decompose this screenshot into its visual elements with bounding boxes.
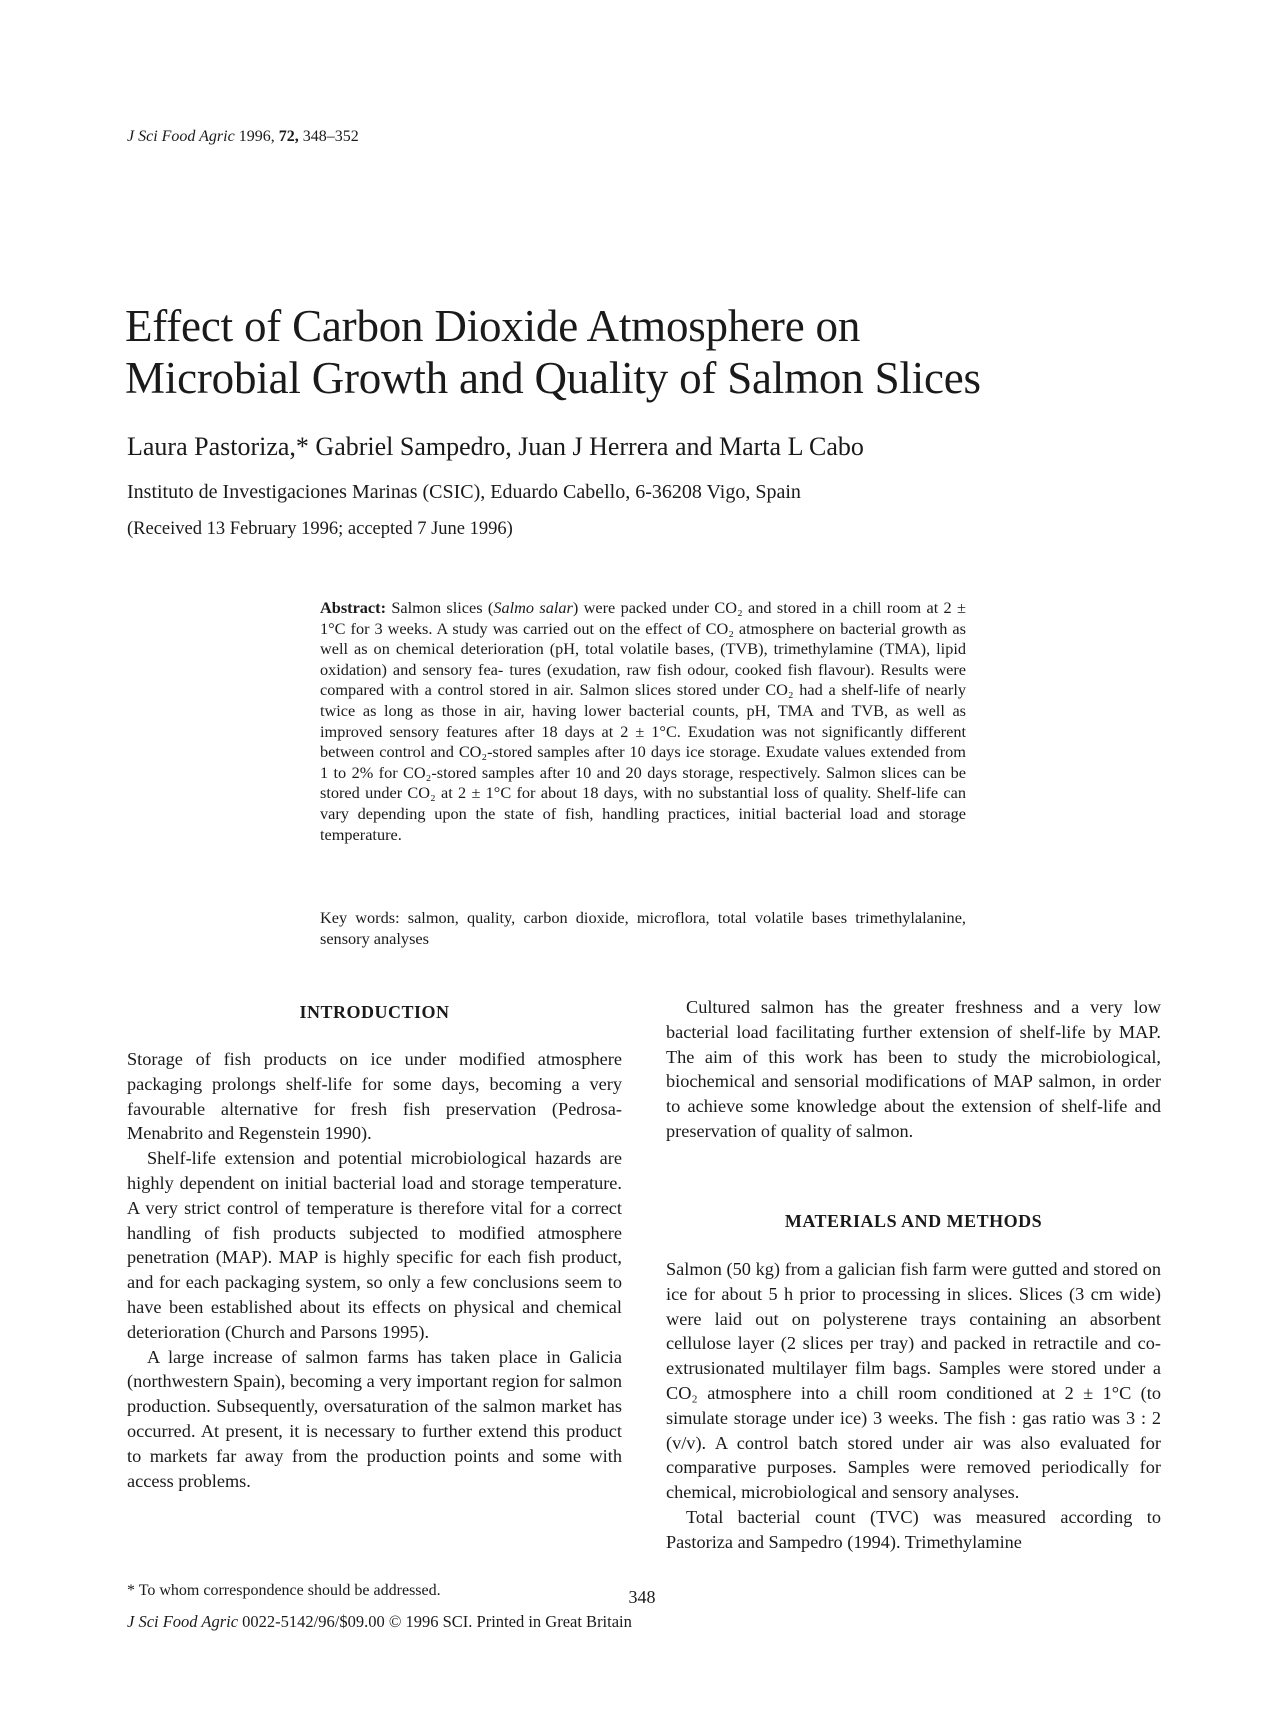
affiliation: Instituto de Investigaciones Marinas (CSIC), Eduardo Cabello, 6-36208 Vigo, Spain bbox=[127, 481, 801, 503]
running-head-pages: 348–352 bbox=[302, 128, 359, 145]
abstract-line: Salmon slices (Salmo salar) were packed under CO₂ and stored in a bbox=[391, 598, 848, 617]
abstract-line: TVB, as well as improved sensory features after 18 days at 2 ± 1°C. Exudation bbox=[320, 700, 967, 741]
running-head-journal: J Sci Food Agric bbox=[127, 128, 235, 145]
running-head-volume: 72, bbox=[278, 128, 299, 145]
received-dates: (Received 13 February 1996; accepted 7 June 1996) bbox=[127, 519, 513, 539]
footer-text: 0022-5142/96/$09.00 © 1996 SCI. Printed in Great Britain bbox=[242, 1612, 632, 1631]
authors: Laura Pastoriza,* Gabriel Sampedro, Juan J Herrera and Marta L Cabo bbox=[127, 432, 864, 461]
methods-heading: MATERIALS AND METHODS bbox=[784, 1211, 1043, 1231]
title-line-2: Microbial Growth and Quality of Salmon Slices bbox=[125, 353, 981, 403]
right-column-methods bbox=[666, 1257, 1161, 1555]
abstract-line: vary depending upon the state of fish, handling practices, initial bacterial load bbox=[320, 803, 879, 823]
abstract-line: at 2 ± 1°C for about 18 days, with no substantial loss of quality. Shelf-life can bbox=[441, 783, 966, 803]
abstract-line: after 10 and 20 days storage, respectively. Salmon slices can be stored under CO₂ bbox=[320, 762, 966, 803]
abstract-line: volatile bases, (TVB), trimethylamine (TMA), lipid oxidation) and sensory fea- bbox=[320, 639, 967, 679]
abstract-line: tures (exudation, raw fish odour, cooked fish flavour). Results were compared bbox=[320, 659, 967, 700]
footer-journal: J Sci Food Agric bbox=[127, 1612, 239, 1631]
right-column-top bbox=[666, 995, 1161, 1144]
footnote: * To whom correspondence should be addressed. bbox=[127, 1582, 441, 1599]
abstract-line: days ice storage. Exudate values extended from 1 to 2% for CO₂-stored samples bbox=[320, 742, 966, 782]
abstract-line: with a control stored in air. Salmon slices stored under CO₂ had a shelf-life of bbox=[389, 680, 920, 700]
page-footer bbox=[127, 1612, 632, 1632]
intro-paragraph: Storage of fish products on ice under modified atmosphere packaging prolongs shelf-life for some days, becoming a very favourable alternative for fresh fish preservation (Pedrosa-Menabrito and Regenstein 1990). bbox=[127, 1049, 622, 1144]
title-line-1: Effect of Carbon Dioxide Atmosphere on bbox=[125, 301, 861, 351]
paper-title bbox=[125, 300, 1165, 404]
left-column bbox=[127, 1047, 622, 1493]
methods-paragraph: Salmon (50 kg) from a galician fish farm were gutted and stored on ice for about 5 h prior to processing in slices. Slices (3 cm wide) were laid out on polysterene trays containing an absorbent cellulose layer (2 slices per tray) and packed in retractile and co-extrusionated multilayer film bags. Samples were stored under a CO₂ atmosphere into a chill room conditioned at 2 ± 1°C (to simulate storage under ice) 3 weeks. The fish : gas ratio was 3 : 2 (v/v). A control batch stored under air was also evaluated for comparative purposes. Samples were removed periodically for chemical, microbiological and sensory analyses. bbox=[666, 1259, 1161, 1503]
abstract bbox=[320, 598, 966, 845]
right-intro-paragraph: Cultured salmon has the greater freshness and a very low bacterial load facilitating further extension of shelf-life by MAP. The aim of this work has been to study the microbiological, biochemical and sensorial modifications of MAP salmon, in order to achieve some knowledge about the extension of shelf-life and preservation of quality of salmon. bbox=[666, 997, 1161, 1141]
page-number: 348 bbox=[628, 1587, 656, 1607]
introduction-heading: INTRODUCTION bbox=[299, 1002, 450, 1022]
abstract-line: nearly twice as long as those in air, having lower bacterial counts, pH, TMA and bbox=[320, 680, 966, 720]
abstract-line: was not significantly different between control and CO₂-stored samples after 10 bbox=[320, 721, 966, 762]
abstract-line: and storage temperature. bbox=[320, 803, 966, 844]
intro-paragraph: A large increase of salmon farms has taken place in Galicia (northwestern Spain), becoming a very important region for salmon production. Subsequently, oversaturation of the salmon market has occurred. At present, it is necessary to further extend this product to markets far away from the production points and some with access problems. bbox=[127, 1346, 622, 1491]
keywords-line-1: Key words: salmon, quality, carbon dioxide, microflora, total volatile bases bbox=[320, 908, 848, 927]
keywords-line-2: trimethylalanine, sensory analyses bbox=[320, 908, 966, 948]
running-head bbox=[127, 128, 359, 146]
abstract-label: Abstract: bbox=[320, 598, 387, 617]
abstract-line: chill room at 2 ± 1°C for 3 weeks. A study was carried out on the effect of CO₂ bbox=[320, 598, 966, 638]
keywords bbox=[320, 908, 966, 949]
running-head-year: 1996, bbox=[238, 128, 275, 145]
abstract-line: atmosphere on bacterial growth as well as on chemical deterioration (pH, total bbox=[320, 618, 966, 659]
methods-paragraph: Total bacterial count (TVC) was measured according to Pastoriza and Sampedro (1994). Trimethylamine bbox=[666, 1506, 1161, 1552]
intro-paragraph: Shelf-life extension and potential microbiological hazards are highly dependent on initial bacterial load and storage temperature. A very strict control of temperature is therefore vital for a correct handling of fish products subjected to modified atmosphere penetration (MAP). MAP is highly specific for each fish product, and for each packaging system, so only a few conclusions seem to have been established about its effects on physical and chemical deterioration (Church and Parsons 1995). bbox=[127, 1148, 622, 1342]
